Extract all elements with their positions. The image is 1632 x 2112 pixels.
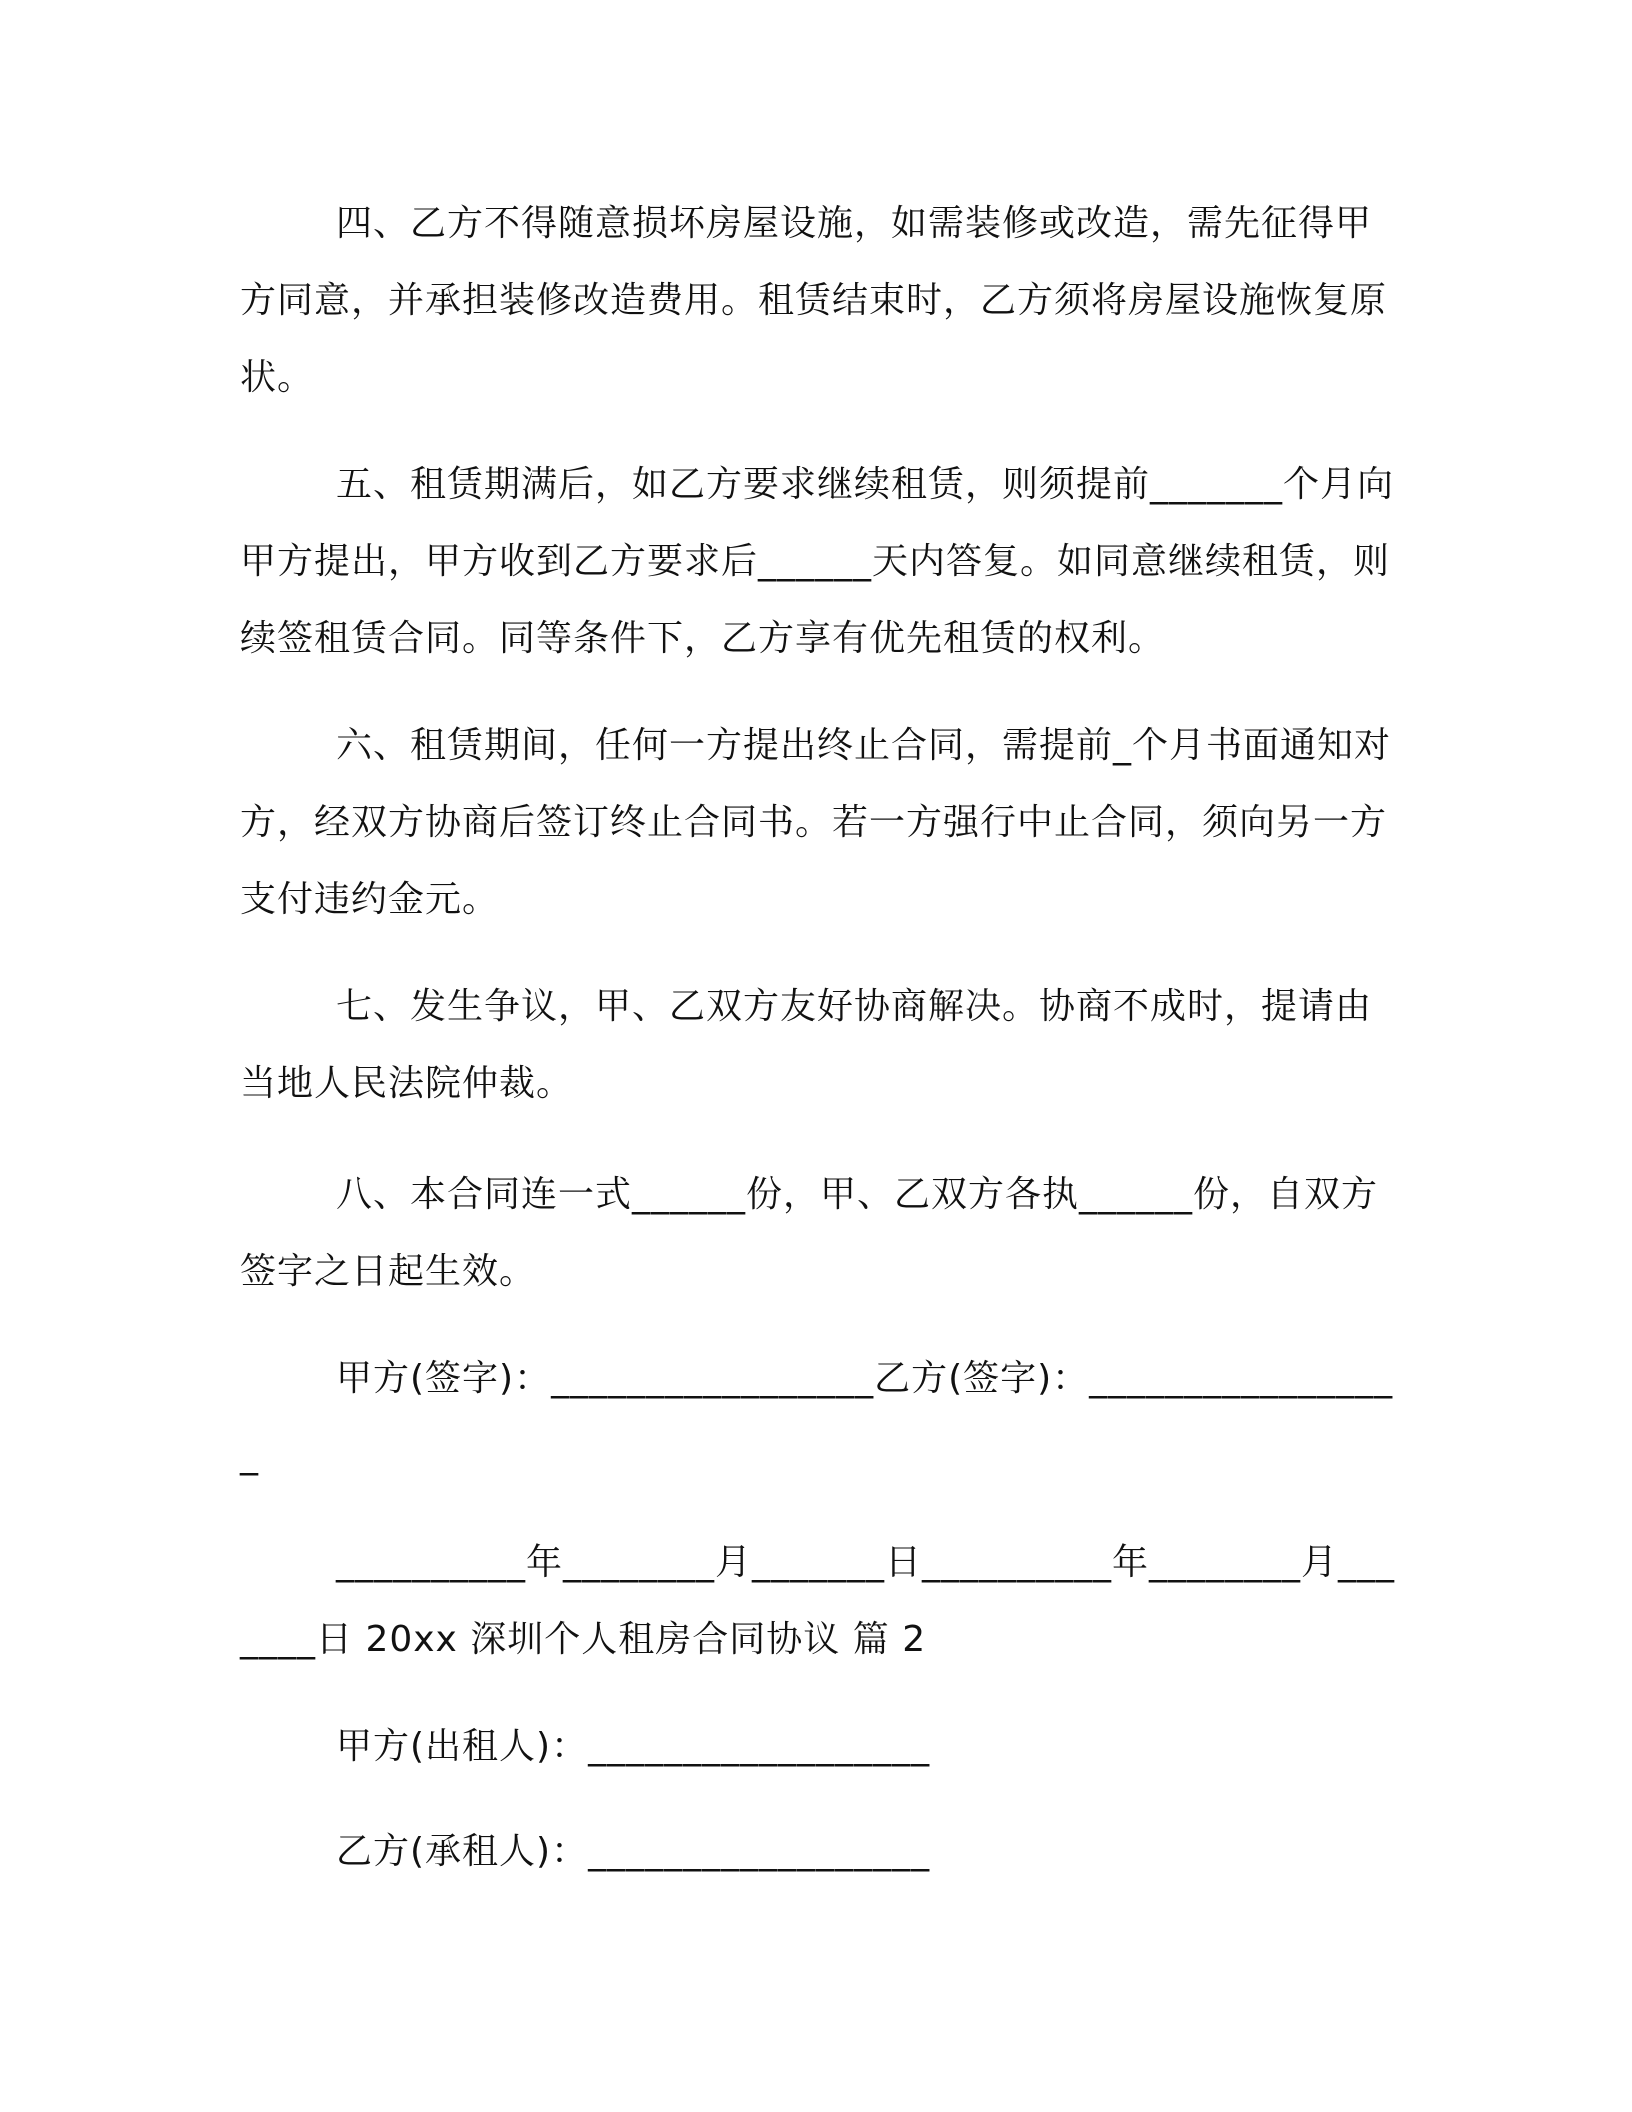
clause-eight: 八、本合同连一式______份，甲、乙双方各执______份，自双方签字之日起生效。 [240,1174,1379,1292]
party-b-lessee: 乙方(承租人)：__________________ [336,1831,931,1872]
clause-five: 五、租赁期满后，如乙方要求继续租赁，则须提前_______个月向甲方提出，甲方收到乙方要求后______天内答复。如同意继续租赁，则续签租赁合同。同等条件下，乙方享有优先租赁的权利。 [240,464,1395,659]
clause-four: 四、乙方不得随意损坏房屋设施，如需装修或改造，需先征得甲方同意，并承担装修改造费用。租赁结束时，乙方须将房屋设施恢复原状。 [240,203,1388,398]
party-a-lessor: 甲方(出租人)：__________________ [336,1726,931,1767]
signature-line: 甲方(签字)：_________________乙方(签字)：_________________ [240,1358,1394,1476]
clause-six: 六、租赁期间，任何一方提出终止合同，需提前_个月书面通知对方，经双方协商后签订终止合同书。若一方强行中止合同，须向另一方支付违约金元。 [240,725,1392,920]
clause-seven: 七、发生争议，甲、乙双方友好协商解决。协商不成时，提请由当地人民法院仲裁。 [240,986,1373,1104]
date-line: __________年________月_______日__________年________月_______日 20xx 深圳个人租房合同协议 篇 2 [240,1542,1395,1660]
document-body [240,185,1400,1890]
